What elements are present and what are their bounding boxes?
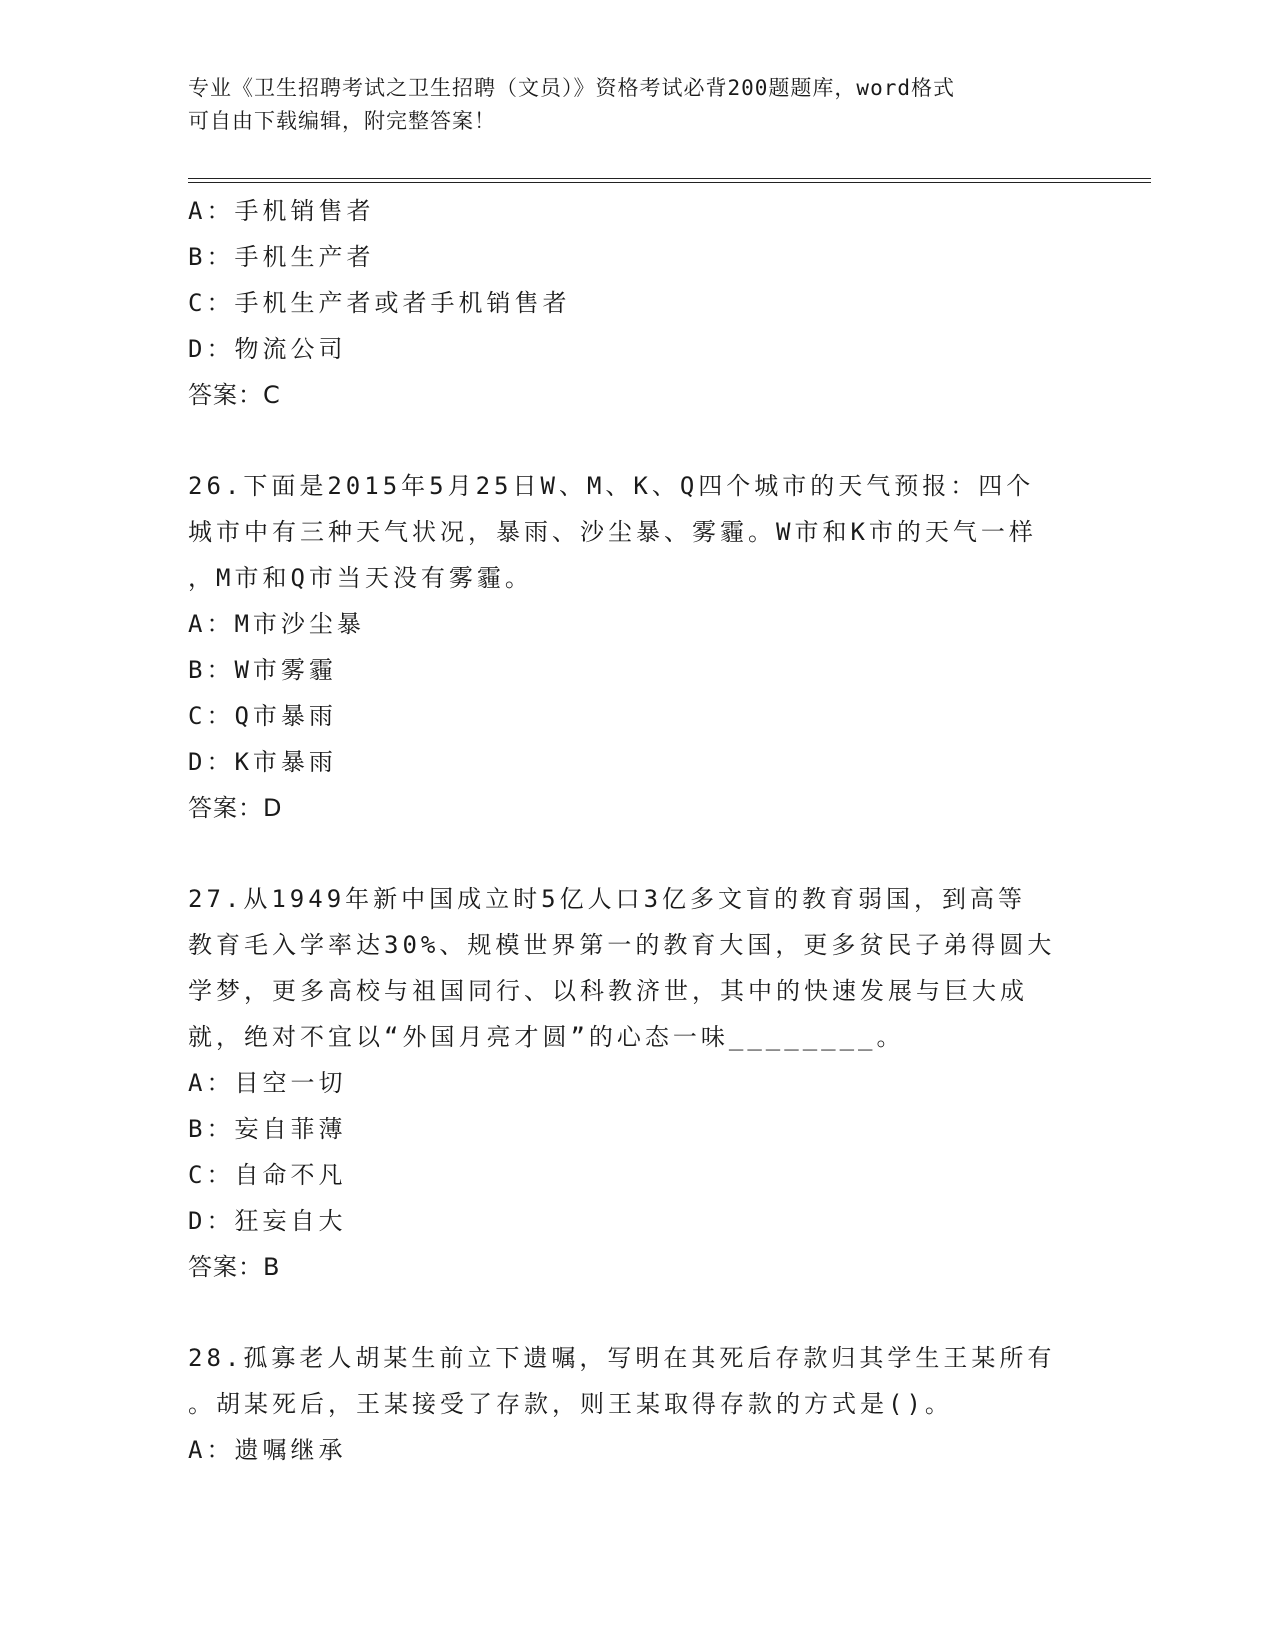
option-b: B：W市雾霾 [188, 656, 337, 684]
option-a: A：手机销售者 [188, 197, 375, 225]
header-divider-bottom [188, 182, 1151, 183]
option-d: D：狂妄自大 [188, 1207, 347, 1235]
question-stem-line: ，M市和Q市当天没有雾霾。 [188, 564, 533, 592]
option-c: C：Q市暴雨 [188, 702, 337, 730]
answer: 答案：B [188, 1253, 281, 1281]
question-26 [188, 463, 1088, 831]
answer: 答案：C [188, 381, 281, 409]
question-stem-line: 27.从1949年新中国成立时5亿人口3亿多文盲的教育弱国，到高等 [188, 885, 1027, 913]
header-divider-top [188, 178, 1151, 179]
question-stem-line: 教育毛入学率达30%、规模世界第一的教育大国，更多贫民子弟得圆大 [188, 931, 1056, 959]
option-d: D：物流公司 [188, 335, 347, 363]
question-27 [188, 876, 1088, 1290]
question-stem-line: 就，绝对不宜以“外国月亮才圆”的心态一味________。 [188, 1023, 905, 1051]
option-b: B：手机生产者 [188, 243, 375, 271]
question-stem-line: 城市中有三种天气状况，暴雨、沙尘暴、雾霾。W市和K市的天气一样 [188, 518, 1037, 546]
question-stem-line: 。胡某死后，王某接受了存款，则王某取得存款的方式是()。 [188, 1390, 953, 1418]
option-d: D：K市暴雨 [188, 748, 337, 776]
question-list [188, 188, 1088, 1473]
question-28 [188, 1335, 1088, 1473]
question-stem-line: 28.孤寡老人胡某生前立下遗嘱，写明在其死后存款归其学生王某所有 [188, 1344, 1056, 1372]
option-a: A：M市沙尘暴 [188, 610, 365, 638]
question-stem-line: 学梦，更多高校与祖国同行、以科教济世，其中的快速发展与巨大成 [188, 977, 1028, 1005]
question-25 [188, 188, 1088, 418]
document-header [188, 72, 1088, 138]
header-line-2: 可自由下载编辑，附完整答案！ [188, 109, 496, 133]
header-line-1: 专业《卫生招聘考试之卫生招聘（文员）》资格考试必背200题题库，word格式 [188, 76, 955, 100]
option-c: C：手机生产者或者手机销售者 [188, 289, 571, 317]
answer: 答案：D [188, 794, 283, 822]
option-a: A：目空一切 [188, 1069, 347, 1097]
option-c: C：自命不凡 [188, 1161, 347, 1189]
option-a: A：遗嘱继承 [188, 1436, 347, 1464]
option-b: B：妄自菲薄 [188, 1115, 347, 1143]
question-stem-line: 26.下面是2015年5月25日W、M、K、Q四个城市的天气预报：四个 [188, 472, 1035, 500]
